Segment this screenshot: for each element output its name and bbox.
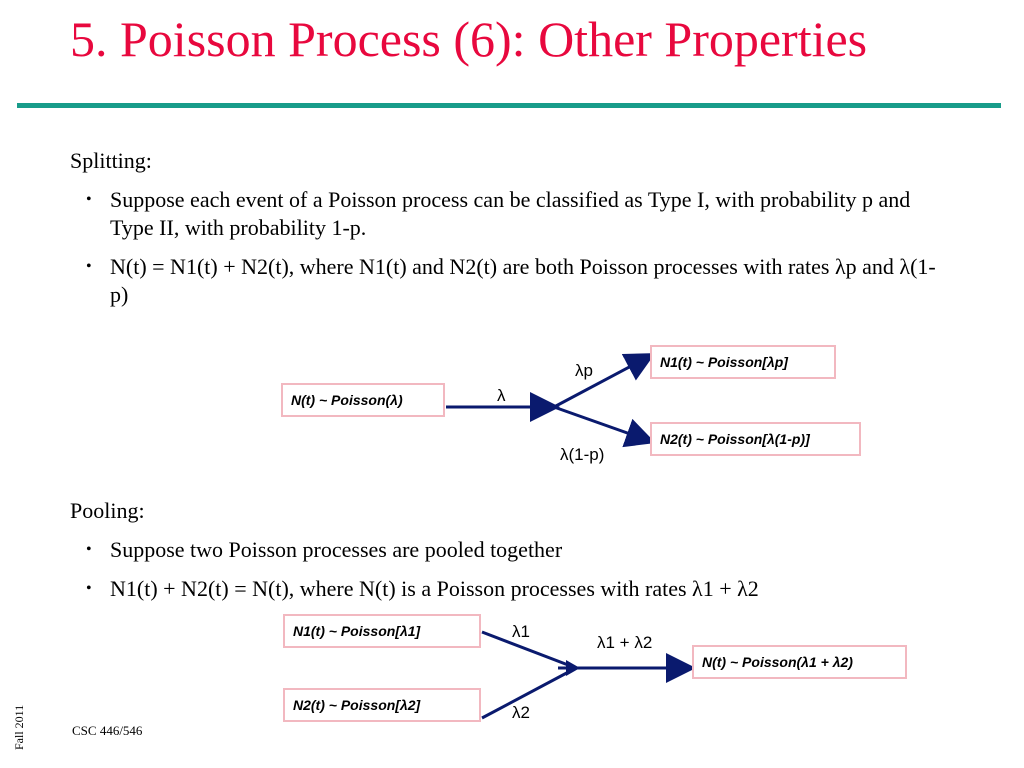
pooling-bullet-1-text: Suppose two Poisson processes are pooled together	[110, 537, 563, 562]
slide-title: 5. Poisson Process (6): Other Properties	[70, 11, 868, 67]
footer-course: CSC 446/546	[72, 723, 143, 738]
pool-lower-box: N2(t) ~ Poisson[λ2]	[283, 688, 481, 722]
pooling-bullet-1	[86, 536, 946, 564]
pool-upper-box: N1(t) ~ Poisson[λ1]	[283, 614, 481, 648]
split-lower-arrow	[554, 407, 650, 441]
pool-result-box: N(t) ~ Poisson(λ1 + λ2)	[692, 645, 907, 679]
pooling-heading: Pooling:	[70, 498, 145, 523]
bullet-dot-icon: •	[86, 580, 92, 597]
pool-lower-label: λ2	[512, 703, 530, 722]
pool-merge-arrowhead	[566, 660, 580, 676]
split-lower-box: N2(t) ~ Poisson[λ(1-p)]	[650, 422, 861, 456]
split-upper-box: N1(t) ~ Poisson[λp]	[650, 345, 836, 379]
split-lower-label: λ(1-p)	[560, 445, 605, 464]
split-input-label: λ	[497, 386, 506, 405]
splitting-bullet-2-text: N(t) = N1(t) + N2(t), where N1(t) and N2(t) are both Poisson processes with rates λp and λ(1-p)	[110, 254, 936, 307]
footer-term: Fall 2011	[12, 704, 26, 750]
split-source-box: N(t) ~ Poisson(λ)	[281, 383, 445, 417]
split-upper-label: λp	[575, 361, 593, 380]
split-upper-arrow	[554, 356, 650, 407]
bullet-dot-icon: •	[86, 541, 92, 558]
splitting-heading: Splitting:	[70, 148, 152, 173]
pooling-bullet-2	[86, 575, 946, 603]
pool-upper-label: λ1	[512, 622, 530, 641]
pooling-bullet-2-text: N1(t) + N2(t) = N(t), where N(t) is a Poisson processes with rates λ1 + λ2	[110, 576, 759, 601]
pooling-bullets	[86, 536, 946, 614]
pool-merge-label: λ1 + λ2	[597, 633, 653, 652]
splitting-bullet-1-text: Suppose each event of a Poisson process can be classified as Type I, with probability p and Type II, with probability 1-p.	[110, 187, 911, 240]
bullet-dot-icon: •	[86, 191, 92, 208]
bullet-dot-icon: •	[86, 258, 92, 275]
